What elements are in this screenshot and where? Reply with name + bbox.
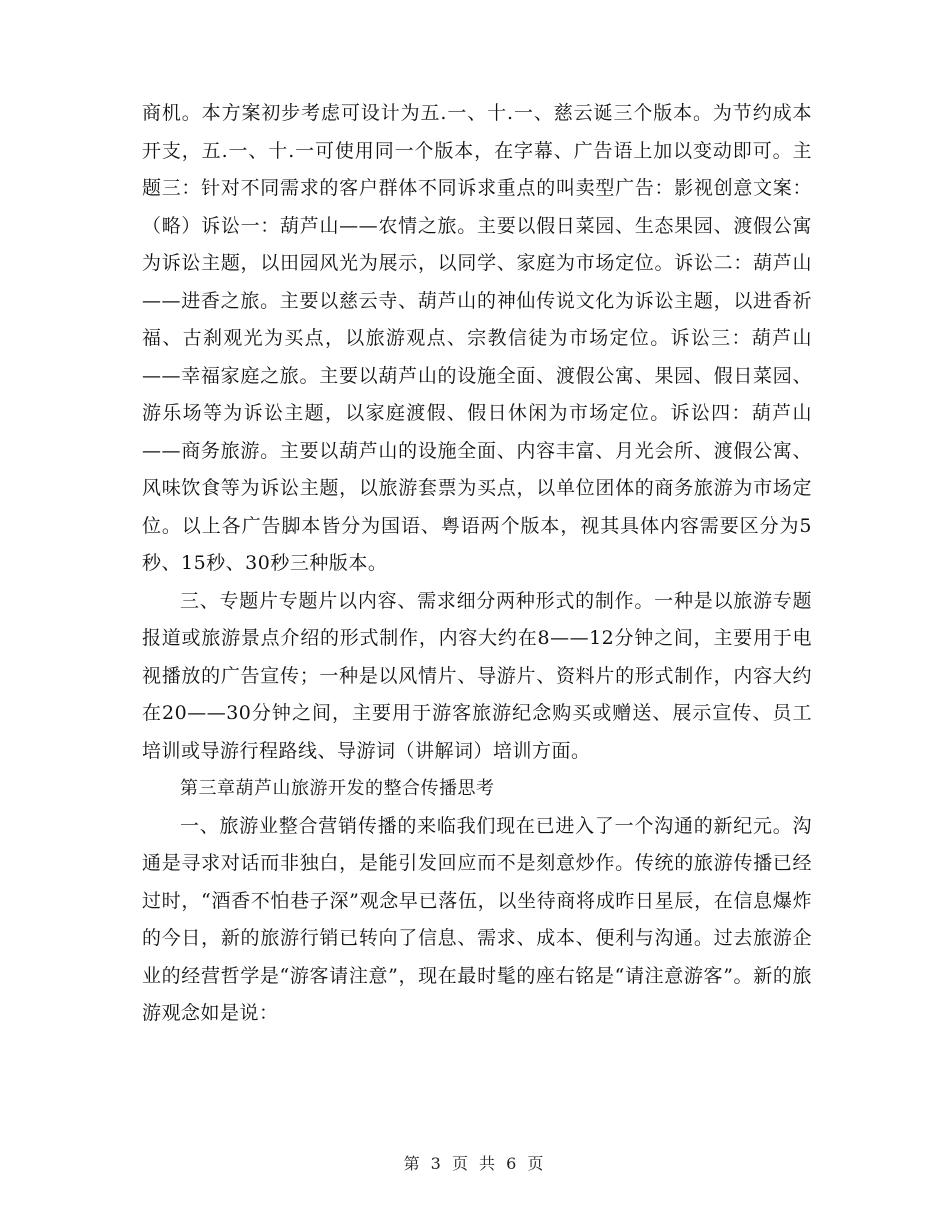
body-paragraph-1: 商机。本方案初步考虑可设计为五.一、十.一、慈云诞三个版本。为节约成本开支，五.一、十.一可使用同一个版本，在字幕、广告语上加以变动即可。主题三：针对不同需求的客户群体不同诉求重点的叫卖型广告：影视创意文案：（略）诉讼一：葫芦山——农情之旅。主要以假日菜园、生态果园、渡假公寓为诉讼主题，以田园风光为展示，以同学、家庭为市场定位。诉讼二：葫芦山——进香之旅。主要以慈云寺、葫芦山的神仙传说文化为诉讼主题，以进香祈福、古刹观光为买点，以旅游观点、宗教信徒为市场定位。诉讼三：葫芦山——幸福家庭之旅。主要以葫芦山的设施全面、渡假公寓、果园、假日菜园、游乐场等为诉讼主题，以家庭渡假、假日休闲为市场定位。诉讼四：葫芦山——商务旅游。主要以葫芦山的设施全面、内容丰富、月光会所、渡假公寓、风味饮食等为诉讼主题，以旅游套票为买点，以单位团体的商务旅游为市场定位。以上各广告脚本皆分为国语、粤语两个版本，视其具体内容需要区分为5秒、15秒、30秒三种版本。 — [142, 102, 812, 574]
body-paragraph-3: 一、旅游业整合营销传播的来临我们现在已进入了一个沟通的新纪元。沟通是寻求对话而非独白，是能引发回应而不是刻意炒作。传统的旅游传播已经过时，“酒香不怕巷子深”观念早已落伍，以坐待商将成昨日星辰，在信息爆炸的今日，新的旅游行销已转向了信息、需求、成本、便利与沟通。过去旅游企业的经营哲学是“游客请注意”，现在最时髦的座右铭是“请注意游客”。新的旅游观念如是说： — [142, 814, 812, 1024]
page-number-footer: 第 3 页 共 6 页 — [403, 1154, 547, 1173]
body-paragraph-2: 三、专题片专题片以内容、需求细分两种形式的制作。一种是以旅游专题报道或旅游景点介绍的形式制作，内容大约在8——12分钟之间，主要用于电视播放的广告宣传；一种是以风情片、导游片、资料片的形式制作，内容大约在20——30分钟之间，主要用于游客旅游纪念购买或赠送、展示宣传、员工培训或导游行程路线、导游词（讲解词）培训方面。 — [142, 589, 812, 762]
document-body — [142, 95, 812, 1033]
chapter-heading: 第三章葫芦山旅游开发的整合传播思考 — [180, 778, 495, 799]
